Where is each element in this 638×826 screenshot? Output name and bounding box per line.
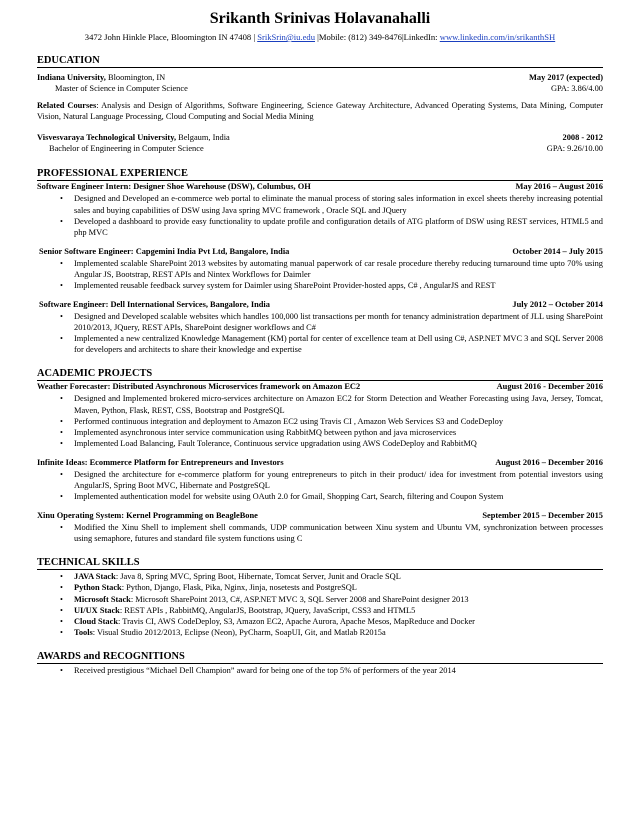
skill-text: : Python, Django, Flask, Pika, Nginx, Jinja, nosetests and PostgreSQL: [121, 583, 357, 593]
degree-text: Master of Science in Computer Science: [55, 84, 188, 93]
gpa-text: GPA: 3.86/4.00: [550, 84, 603, 93]
school-date: May 2017 (expected): [529, 73, 603, 82]
skills-heading: TECHNICAL SKILLS: [37, 556, 603, 570]
projects-heading: ACADEMIC PROJECTS: [37, 367, 603, 381]
degree-text: Bachelor of Engineering in Computer Science: [49, 144, 204, 154]
job-entry: [37, 299, 603, 355]
job-title: Senior Software Engineer: Capgemini India Pvt Ltd, Bangalore, India: [39, 246, 290, 256]
contact-line: [37, 31, 603, 43]
bullet-item: • Designed and Implemented brokered micro-services architecture on Amazon EC2 for Storm Detection and Weather Forecasting using Java, Jersey, Tomcat, Maven, Python, Flask, REST, CSS, Bootstrap and PostgreSQL: [37, 393, 603, 415]
skill-label: JAVA Stack: [74, 572, 116, 582]
bullet-item: • Designed and Developed an e-commerce web portal to eliminate the manual process of storing sales information in excel sheets thereby increasing potential sales and buying capabilities of DSW using Java spring MVC framework , Oracle SQL and JQuery: [37, 193, 603, 215]
skill-text: : Travis CI, AWS CodeDeploy, S3, Amazon EC2, Apache Aurora, Apache Mesos, MapReduce and Docker: [117, 616, 475, 626]
skill-label: Tools: [74, 627, 93, 637]
job-bullets: [37, 193, 603, 237]
linkedin-link[interactable]: www.linkedin.com/in/srikanthSH: [439, 32, 556, 42]
address-text: 3472 John Hinkle Place, Bloomington IN 47408 |: [84, 32, 256, 42]
phone-linkedin-label: |Mobile: (812) 349-8476|LinkedIn:: [317, 32, 438, 42]
school-name: Visvesvaraya Technological University,: [37, 133, 177, 143]
job-title: Software Engineer Intern: Designer Shoe Warehouse (DSW), Columbus, OH: [37, 182, 311, 192]
bullet-item: • Implemented scalable SharePoint 2013 websites by automating manual paperwork of car resale procedure thereby reducing turnaround time upto 70% using Angular JS, Bootstrap, REST APIs and Nintex Workflows for Daimler: [37, 258, 603, 280]
project-header: [37, 457, 603, 468]
school-row: [37, 72, 603, 83]
project-date: August 2016 – December 2016: [495, 457, 603, 467]
skill-label: UI/UX Stack: [74, 605, 120, 615]
job-date: October 2014 – July 2015: [512, 246, 603, 256]
project-title: Xinu Operating System: Kernel Programming on BeagleBone: [37, 511, 258, 521]
job-entry: [37, 181, 603, 237]
project-bullets: [37, 393, 603, 448]
bullet-item: • Implemented a new centralized Knowledge Management (KM) portal for center of excellence team at Dell using C#, ASP.NET MVC 3 and SQL Server 2008 for developers and architects to share their knowledge and expertise: [37, 333, 603, 355]
school-date: 2008 - 2012: [562, 133, 603, 143]
job-bullets: [37, 258, 603, 291]
skill-label: Cloud Stack: [74, 616, 118, 626]
project-entry: [37, 510, 603, 544]
skill-label: Python Stack: [74, 583, 122, 593]
school-place: Belgaum, India: [176, 133, 230, 143]
bullet-item: • Performed continuous integration and deployment to Amazon EC2 using Travis CI , Amazon Web Services S3 and CodeDeploy: [37, 416, 603, 427]
bullet-item: • Implemented reusable feedback survey system for Daimler using SharePoint Provider-hosted apps, C# , AngularJS and REST: [37, 280, 603, 291]
skill-text: : Microsoft SharePoint 2013, C#, ASP.NET MVC 3, SQL Server 2008 and SharePoint designer 2013: [130, 594, 469, 604]
project-title: Infinite Ideas: Ecommerce Platform for Entrepreneurs and Investors: [37, 457, 284, 467]
bullet-item: • Developed a dashboard to provide easy functionality to update profile and configuration details of ATG platform of DSW using REST services, HTML5 and php MVC: [37, 216, 603, 238]
bullet-item: • Implemented Load Balancing, Fault Tolerance, Continuous service upgradation using AWS CodeDeploy and RabbitMQ: [37, 438, 603, 449]
skill-item: [37, 627, 603, 638]
project-header: [37, 510, 603, 521]
courses-text: : Analysis and Design of Algorithms, Software Engineering, Science Gateway Architecture, Advanced Operating Systems, Data Mining, Computer Vision, Natural Language Processing, Cloud Computing and Social Media Mining: [37, 101, 603, 122]
skill-item: [37, 605, 603, 616]
related-courses: [37, 100, 603, 122]
degree-row: [37, 143, 603, 154]
job-date: July 2012 – October 2014: [512, 300, 603, 310]
courses-label: Related Courses: [37, 101, 97, 110]
skill-item: [37, 571, 603, 582]
school-row: [37, 132, 603, 143]
resume-page: [37, 8, 603, 676]
skills-list: [37, 571, 603, 638]
job-bullets: [37, 311, 603, 355]
bullet-item: • Designed and Developed scalable websites which handles 100,000 list transactions per month for tenancy administration department of JLL using SharePoint 2010/2013, JQuery, REST APIs, SharePoint designer workflows and C#: [37, 311, 603, 333]
job-header: [37, 299, 603, 310]
gpa-text: GPA: 9.26/10.00: [546, 144, 603, 154]
skill-item: [37, 594, 603, 605]
project-date: September 2015 – December 2015: [482, 511, 603, 521]
project-title: Weather Forecaster: Distributed Asynchronous Microservices framework on Amazon EC2: [37, 382, 361, 392]
job-entry: [37, 246, 603, 291]
awards-list: [37, 665, 603, 676]
project-bullets: [37, 522, 603, 544]
bullet-item: • Implemented asynchronous inter service communication using RabbitMQ between python and java microservices: [37, 427, 603, 438]
job-date: May 2016 – August 2016: [515, 182, 603, 192]
candidate-name: Srikanth Srinivas Holavanahalli: [209, 10, 431, 27]
skill-item: [37, 616, 603, 627]
job-title: Software Engineer: Dell International Services, Bangalore, India: [39, 300, 270, 310]
awards-heading: AWARDS and RECOGNITIONS: [37, 650, 603, 664]
project-date: August 2016 - December 2016: [496, 382, 603, 392]
skill-text: : Visual Studio 2012/2013, Eclipse (Neon), PyCharm, SoapUI, Git, and Matlab R2015a: [92, 627, 386, 637]
skill-text: : Java 8, Spring MVC, Spring Boot, Hibernate, Tomcat Server, Junit and Oracle SQL: [115, 572, 401, 582]
project-entry: [37, 457, 603, 502]
skill-text: : REST APIs , RabbitMQ, AngularJS, Bootstrap, JQuery, JavaScript, CSS3 and HTML5: [119, 605, 416, 615]
job-header: [37, 246, 603, 257]
school-name: Indiana University,: [37, 73, 106, 82]
email-link[interactable]: SrikSrin@iu.edu: [257, 32, 316, 42]
bullet-item: • Modified the Xinu Shell to implement shell commands, UDP communication between Xinu system and Ubuntu VM, synchronization between processes using semaphore, futures and standard file system functions using C: [37, 522, 603, 544]
bullet-item: • Designed the architecture for e-commerce platform for young entrepreneurs to pitch in their product/ idea for investment from potential investors using AngularJS, Spring Boot MVC, Hibernate and PostgreSQL: [37, 469, 603, 491]
education-heading: EDUCATION: [37, 54, 603, 68]
award-item: • Received prestigious “Michael Dell Champion” award for being one of the top 5% of performers of the year 2014: [37, 665, 603, 676]
school-place: Bloomington, IN: [105, 73, 166, 82]
skill-item: [37, 582, 603, 593]
project-header: [37, 381, 603, 392]
skill-label: Microsoft Stack: [74, 594, 131, 604]
bullet-item: • Implemented authentication model for website using OAuth 2.0 for Gmail, Shopping Cart, Search, filtering and Coupon System: [37, 491, 603, 502]
degree-row: [37, 83, 603, 94]
project-entry: [37, 381, 603, 448]
experience-heading: PROFESSIONAL EXPERIENCE: [37, 167, 603, 181]
job-header: [37, 181, 603, 192]
project-bullets: [37, 469, 603, 502]
